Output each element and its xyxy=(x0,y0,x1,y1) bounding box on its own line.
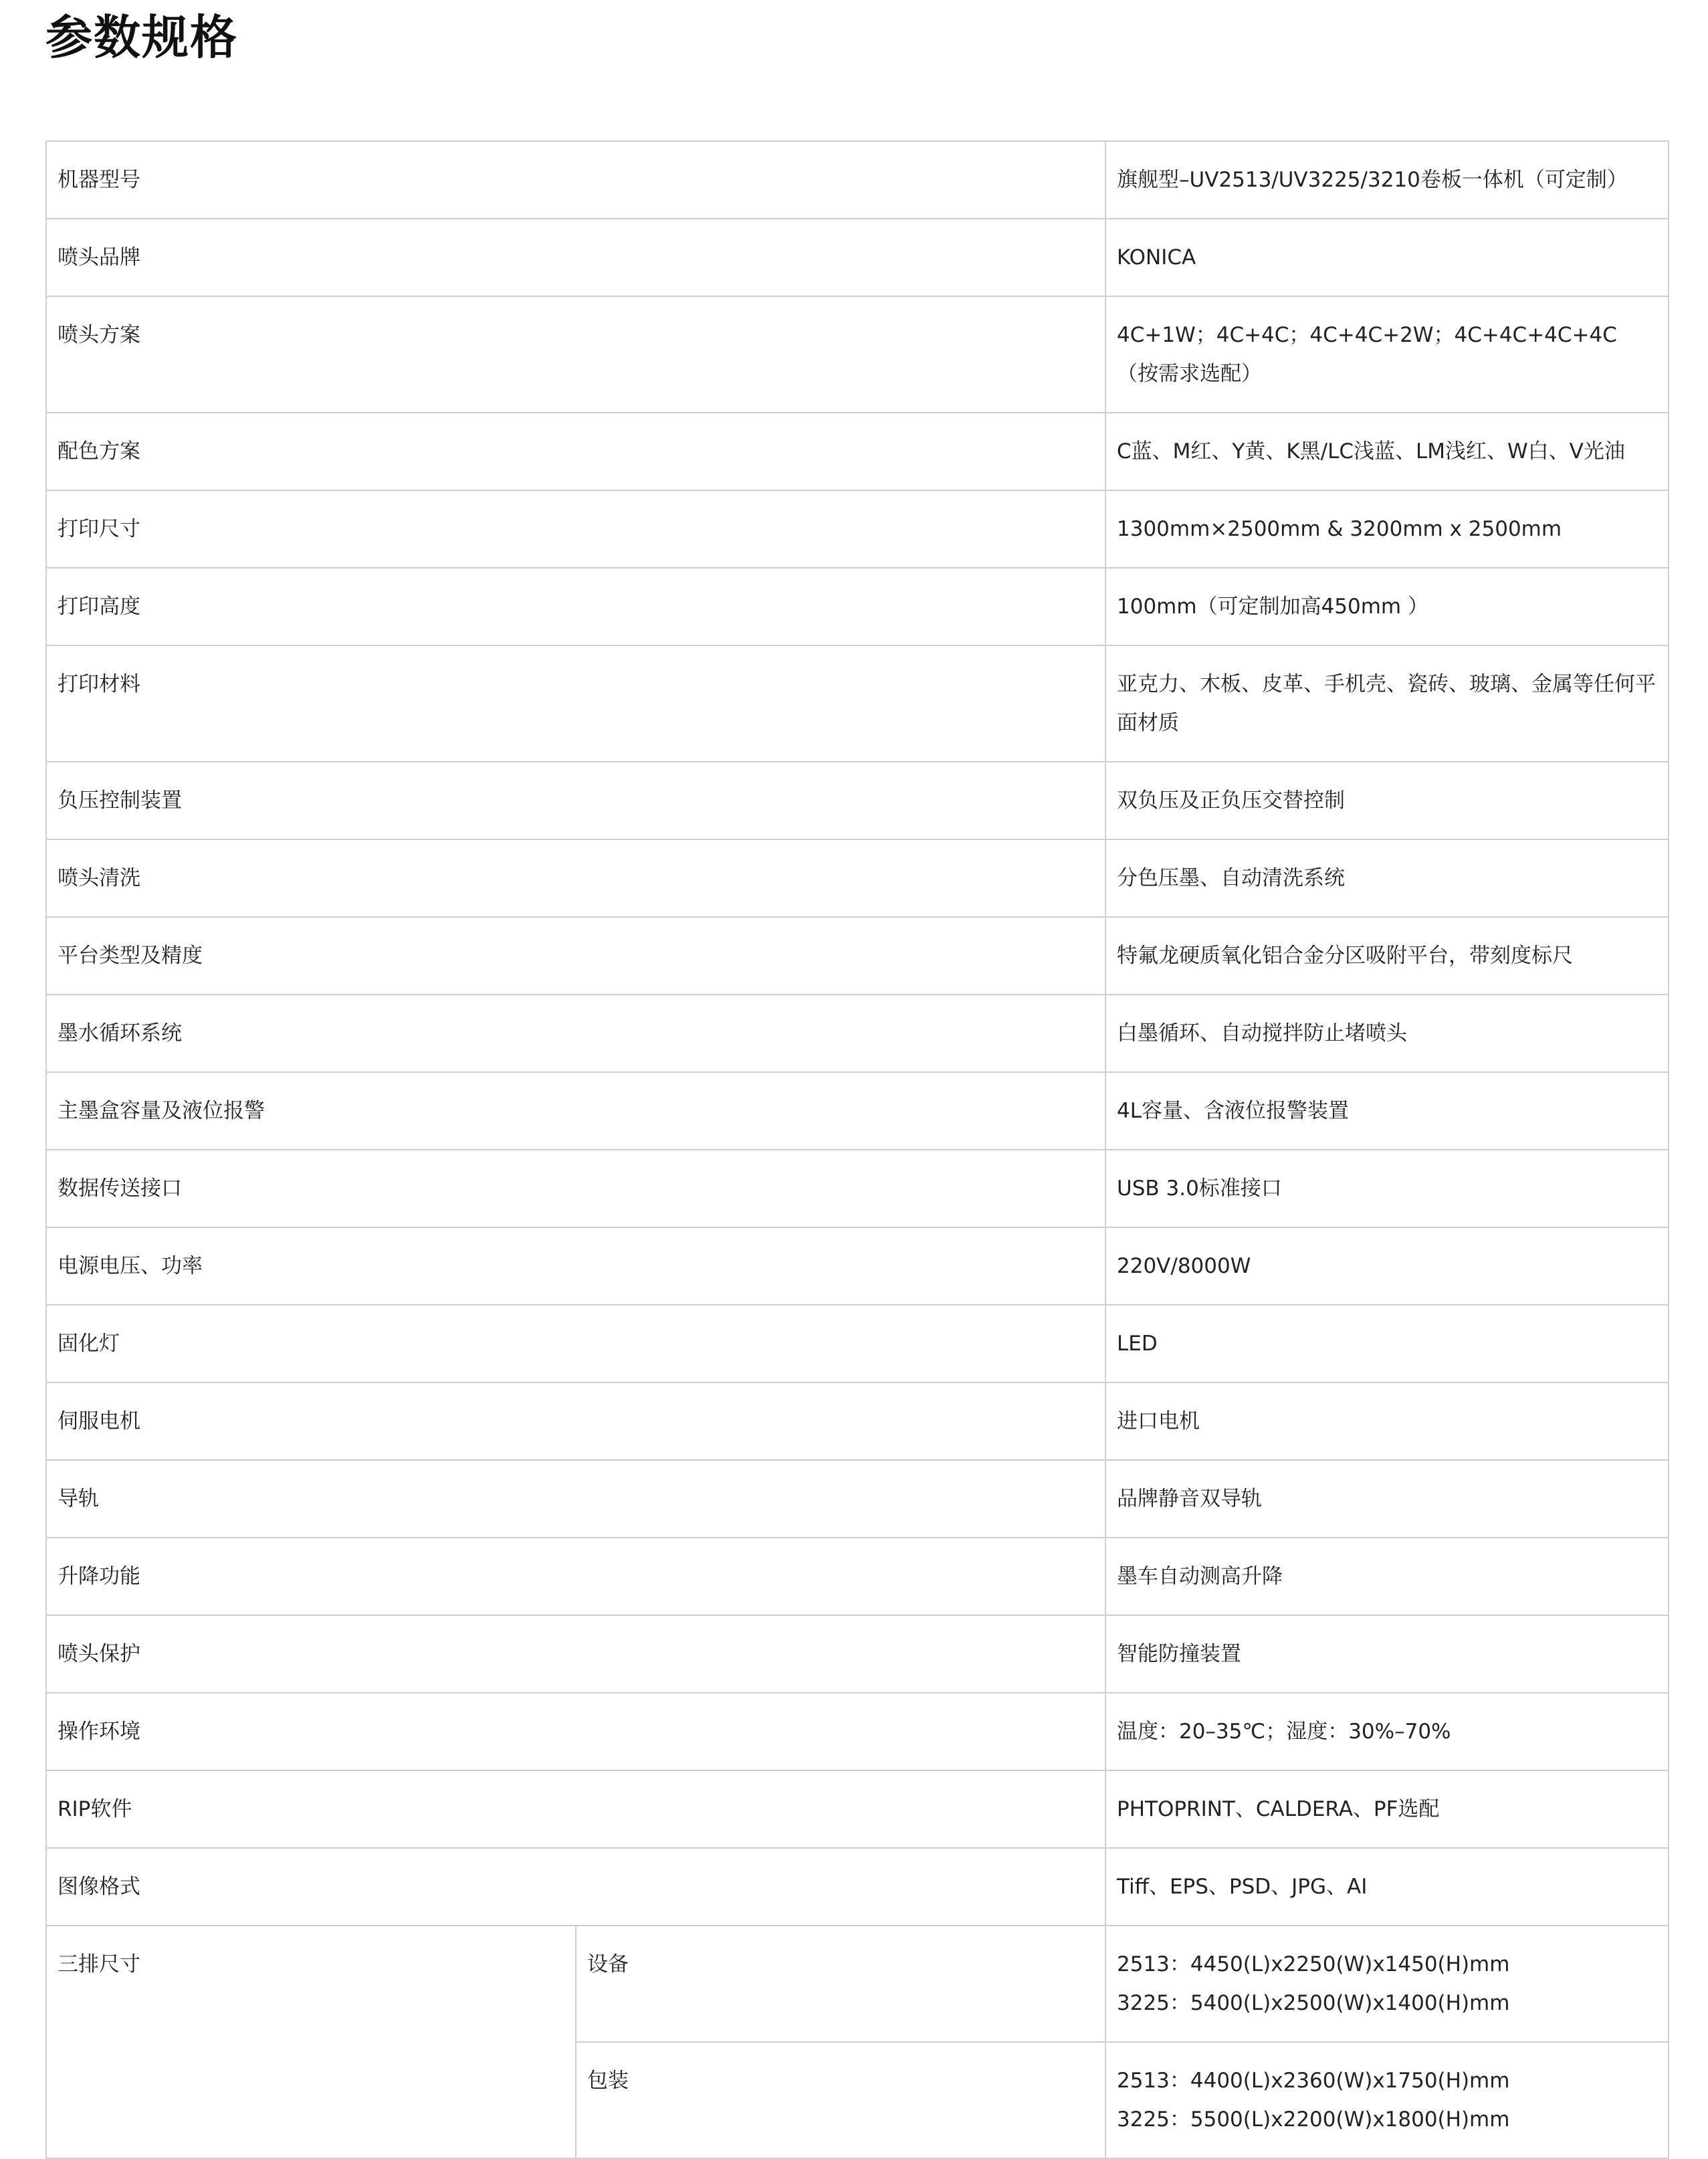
table-row xyxy=(46,413,1669,490)
table-row xyxy=(46,645,1669,762)
dimensions-package-line: 2513：4400(L)x2360(W)x1750(H)mm xyxy=(1117,2069,1510,2093)
spec-value: 墨车自动测高升降 xyxy=(1105,1538,1669,1615)
spec-value: 品牌静音双导轨 xyxy=(1105,1460,1669,1538)
spec-value: 4C+1W；4C+4C；4C+4C+2W；4C+4C+4C+4C（按需求选配） xyxy=(1105,296,1669,413)
spec-table-body xyxy=(46,141,1669,1926)
spec-value: 1300mm×2500mm & 3200mm x 2500mm xyxy=(1105,490,1669,568)
table-row xyxy=(46,839,1669,917)
table-row xyxy=(46,568,1669,645)
spec-key: 打印高度 xyxy=(46,568,1105,645)
table-row xyxy=(46,141,1669,219)
spec-key: 喷头品牌 xyxy=(46,219,1105,296)
spec-value: 白墨循环、自动搅拌防止堵喷头 xyxy=(1105,995,1669,1072)
dimensions-package-values xyxy=(1105,2042,1669,2158)
table-row xyxy=(46,296,1669,413)
spec-key: 喷头方案 xyxy=(46,296,1105,413)
spec-value: 旗舰型–UV2513/UV3225/3210卷板一体机（可定制） xyxy=(1105,141,1669,219)
spec-key: RIP软件 xyxy=(46,1770,1105,1848)
table-row xyxy=(46,1848,1669,1926)
dimensions-package-label: 包装 xyxy=(576,2042,1105,2158)
table-row xyxy=(46,1227,1669,1305)
spec-key: 数据传送接口 xyxy=(46,1150,1105,1227)
dimensions-equipment-label: 设备 xyxy=(576,1926,1105,2042)
dimensions-section xyxy=(46,1926,1669,2158)
table-row xyxy=(46,1538,1669,1615)
spec-value: USB 3.0标准接口 xyxy=(1105,1150,1669,1227)
spec-value: LED xyxy=(1105,1305,1669,1382)
spec-value: KONICA xyxy=(1105,219,1669,296)
spec-value: 双负压及正负压交替控制 xyxy=(1105,762,1669,839)
spec-key: 打印尺寸 xyxy=(46,490,1105,568)
table-row-dimensions-equipment xyxy=(46,1926,1669,2042)
spec-value: C蓝、M红、Y黄、K黑/LC浅蓝、LM浅红、W白、V光油 xyxy=(1105,413,1669,490)
spec-key: 墨水循环系统 xyxy=(46,995,1105,1072)
table-row xyxy=(46,1305,1669,1382)
table-row xyxy=(46,917,1669,995)
spec-key: 机器型号 xyxy=(46,141,1105,219)
spec-key: 导轨 xyxy=(46,1460,1105,1538)
spec-value: Tiff、EPS、PSD、JPG、AI xyxy=(1105,1848,1669,1926)
table-row xyxy=(46,219,1669,296)
spec-key: 喷头保护 xyxy=(46,1615,1105,1693)
table-row xyxy=(46,995,1669,1072)
spec-key: 喷头清洗 xyxy=(46,839,1105,917)
table-row xyxy=(46,1615,1669,1693)
table-row xyxy=(46,490,1669,568)
spec-value: 智能防撞装置 xyxy=(1105,1615,1669,1693)
dimensions-equipment-line: 3225：5400(L)x2500(W)x1400(H)mm xyxy=(1117,1991,1510,2015)
page-title: 参数规格 xyxy=(45,10,238,65)
table-row xyxy=(46,1770,1669,1848)
dimensions-package-line: 3225：5500(L)x2200(W)x1800(H)mm xyxy=(1117,2107,1510,2132)
table-row xyxy=(46,1460,1669,1538)
spec-key: 配色方案 xyxy=(46,413,1105,490)
spec-value: 分色压墨、自动清洗系统 xyxy=(1105,839,1669,917)
table-row xyxy=(46,1150,1669,1227)
spec-key: 伺服电机 xyxy=(46,1382,1105,1460)
spec-key: 电源电压、功率 xyxy=(46,1227,1105,1305)
spec-value: 进口电机 xyxy=(1105,1382,1669,1460)
dimensions-equipment-line: 2513：4450(L)x2250(W)x1450(H)mm xyxy=(1117,1952,1510,1976)
spec-key: 图像格式 xyxy=(46,1848,1105,1926)
spec-table xyxy=(45,140,1669,2159)
spec-value: 4L容量、含液位报警装置 xyxy=(1105,1072,1669,1150)
dimensions-equipment-values xyxy=(1105,1926,1669,2042)
spec-value: 100mm（可定制加高450mm ） xyxy=(1105,568,1669,645)
table-row xyxy=(46,762,1669,839)
table-row xyxy=(46,1693,1669,1770)
dimensions-label: 三排尺寸 xyxy=(46,1926,576,2158)
spec-value: 特氟龙硬质氧化铝合金分区吸附平台，带刻度标尺 xyxy=(1105,917,1669,995)
spec-value: 亚克力、木板、皮革、手机壳、瓷砖、玻璃、金属等任何平面材质 xyxy=(1105,645,1669,762)
spec-value: PHTOPRINT、CALDERA、PF选配 xyxy=(1105,1770,1669,1848)
spec-key: 固化灯 xyxy=(46,1305,1105,1382)
spec-key: 操作环境 xyxy=(46,1693,1105,1770)
table-row xyxy=(46,1072,1669,1150)
spec-key: 升降功能 xyxy=(46,1538,1105,1615)
spec-value: 温度：20–35℃；湿度：30%–70% xyxy=(1105,1693,1669,1770)
spec-key: 主墨盒容量及液位报警 xyxy=(46,1072,1105,1150)
spec-value: 220V/8000W xyxy=(1105,1227,1669,1305)
spec-key: 平台类型及精度 xyxy=(46,917,1105,995)
spec-key: 打印材料 xyxy=(46,645,1105,762)
spec-key: 负压控制装置 xyxy=(46,762,1105,839)
table-row xyxy=(46,1382,1669,1460)
